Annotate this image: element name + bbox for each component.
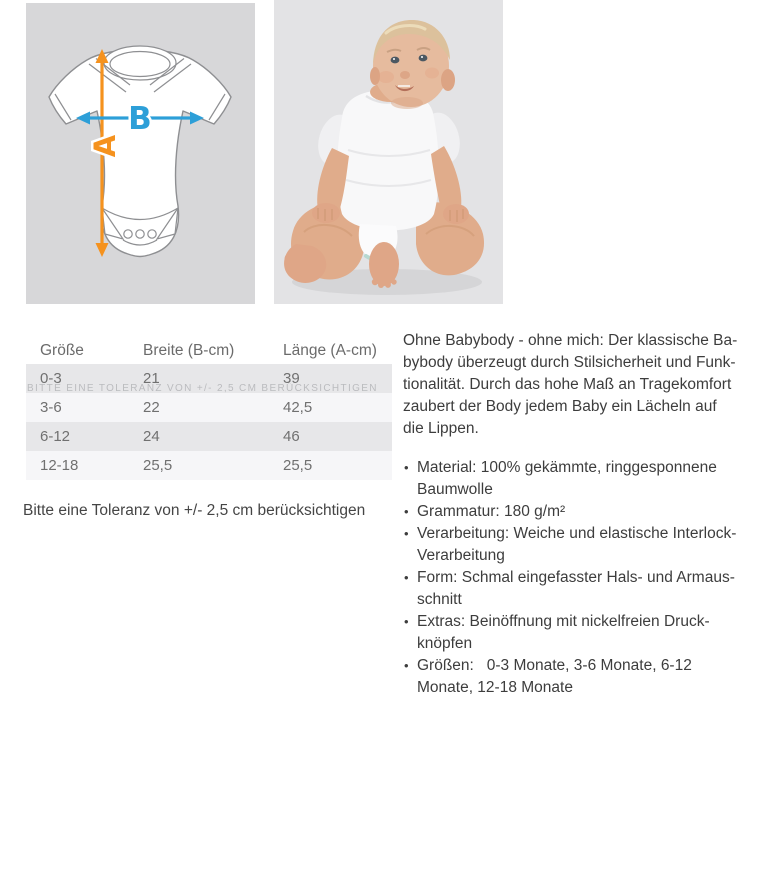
cell-laenge: 39 xyxy=(283,370,300,387)
size-table xyxy=(26,337,392,480)
ghost-watermark-text: BITTE EINE TOLERANZ VON +/- 2,5 CM BERÜCKSICHTIGEN xyxy=(27,383,378,394)
baby-photo-illustration xyxy=(274,0,503,304)
description-intro: Ohne Babybody - ohne mich: Der klassische Babybody überzeugt durch Stilsicherheit und Funktionalität. Durch das hohe Maß an Tragekomfort zaubert der Body jedem Baby ein Lächeln auf die Lippen. xyxy=(403,332,738,437)
feature-item: • Material: 100% gekämmte, ringgesponnene Baumwolle xyxy=(403,457,740,501)
feature-list xyxy=(403,457,740,699)
size-diagram-panel xyxy=(26,3,255,304)
label-b: B xyxy=(128,101,152,137)
cell-groesse: 6-12 xyxy=(40,428,71,445)
table-row xyxy=(26,364,392,393)
label-a: A xyxy=(88,134,122,158)
feature-item: • Grammatur: 180 g/m² xyxy=(403,501,740,523)
cell-breite: 21 xyxy=(143,370,160,387)
table-row xyxy=(26,422,392,451)
onesie-measurement-diagram xyxy=(26,3,255,304)
feature-item: • Verarbeitung: Weiche und elastische Interlock-Verarbeitung xyxy=(403,523,740,567)
cell-laenge: 42,5 xyxy=(283,399,313,416)
cell-breite: 22 xyxy=(143,399,160,416)
table-row xyxy=(26,393,392,422)
tolerance-note: Bitte eine Toleranz von +/- 2,5 cm berücksichtigen xyxy=(23,502,366,519)
col-header-laenge: Länge (A-cm) xyxy=(283,341,377,359)
feature-item: • Form: Schmal eingefasster Hals- und Armausschnitt xyxy=(403,567,740,611)
col-header-groesse: Größe xyxy=(40,341,84,359)
cell-groesse: 0-3 xyxy=(40,370,62,387)
cell-laenge: 25,5 xyxy=(283,457,313,474)
product-photo-panel xyxy=(274,0,503,304)
product-description xyxy=(403,330,740,699)
feature-item: • Extras: Beinöffnung mit nickelfreien Druckknöpfen xyxy=(403,611,740,655)
cell-breite: 24 xyxy=(143,428,160,445)
feature-item: • Größen: 0-3 Monate, 3-6 Monate, 6-12 Monate, 12-18 Monate xyxy=(403,655,740,699)
size-table-body xyxy=(26,364,392,480)
table-row xyxy=(26,451,392,480)
cell-laenge: 46 xyxy=(283,428,300,445)
size-table-header xyxy=(26,337,392,364)
cell-groesse: 3-6 xyxy=(40,399,62,416)
col-header-breite: Breite (B-cm) xyxy=(143,341,235,359)
cell-groesse: 12-18 xyxy=(40,457,79,474)
cell-breite: 25,5 xyxy=(143,457,173,474)
